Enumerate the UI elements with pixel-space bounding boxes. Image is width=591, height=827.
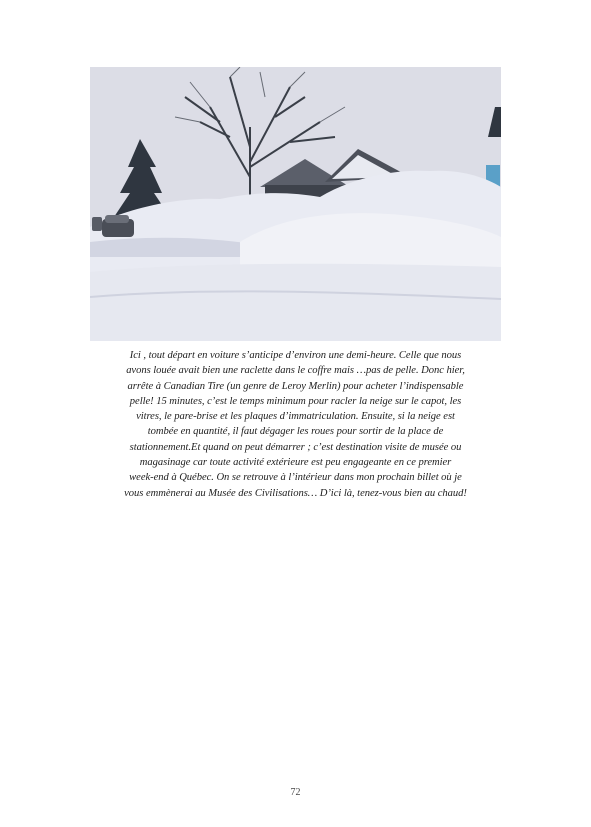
- caption-line: week-end à Québec. On se retrouve à l’intérieur dans mon prochain billet où je: [129, 472, 462, 484]
- photo-caption: [82, 348, 509, 501]
- caption-line: arrête à Canadian Tire (un genre de Leroy Merlin) pour acheter l’indispensable: [127, 380, 464, 392]
- caption-line: vous emmènerai au Musée des Civilisations… D’ici là, tenez-vous bien au chaud!: [124, 487, 467, 499]
- snow-scene-illustration: [90, 67, 501, 341]
- caption-line: pelle! 15 minutes, c’est le temps minimum pour racler la neige sur le capot, les: [129, 395, 462, 407]
- caption-line: avons louée avait bien une raclette dans le coffre mais …pas de pelle. Donc hier,: [126, 365, 465, 377]
- page-number: 72: [290, 787, 301, 798]
- caption-line: stationnement.Et quand on peut démarrer ; c’est destination visite de musée ou: [129, 441, 462, 453]
- caption-line: Ici , tout départ en voiture s’anticipe d’environ une demi-heure. Celle que nous: [129, 350, 462, 361]
- caption-line: tombée en quantité, il faut dégager les roues pour sortir de la place de: [147, 426, 444, 438]
- snow-scene-photo: [90, 67, 501, 341]
- caption-line: vitres, le pare-brise et les plaques d’immatriculation. Ensuite, si la neige est: [136, 411, 455, 423]
- caption-line: magasinage car toute activité extérieure est peu engageante en ce premier: [139, 457, 452, 469]
